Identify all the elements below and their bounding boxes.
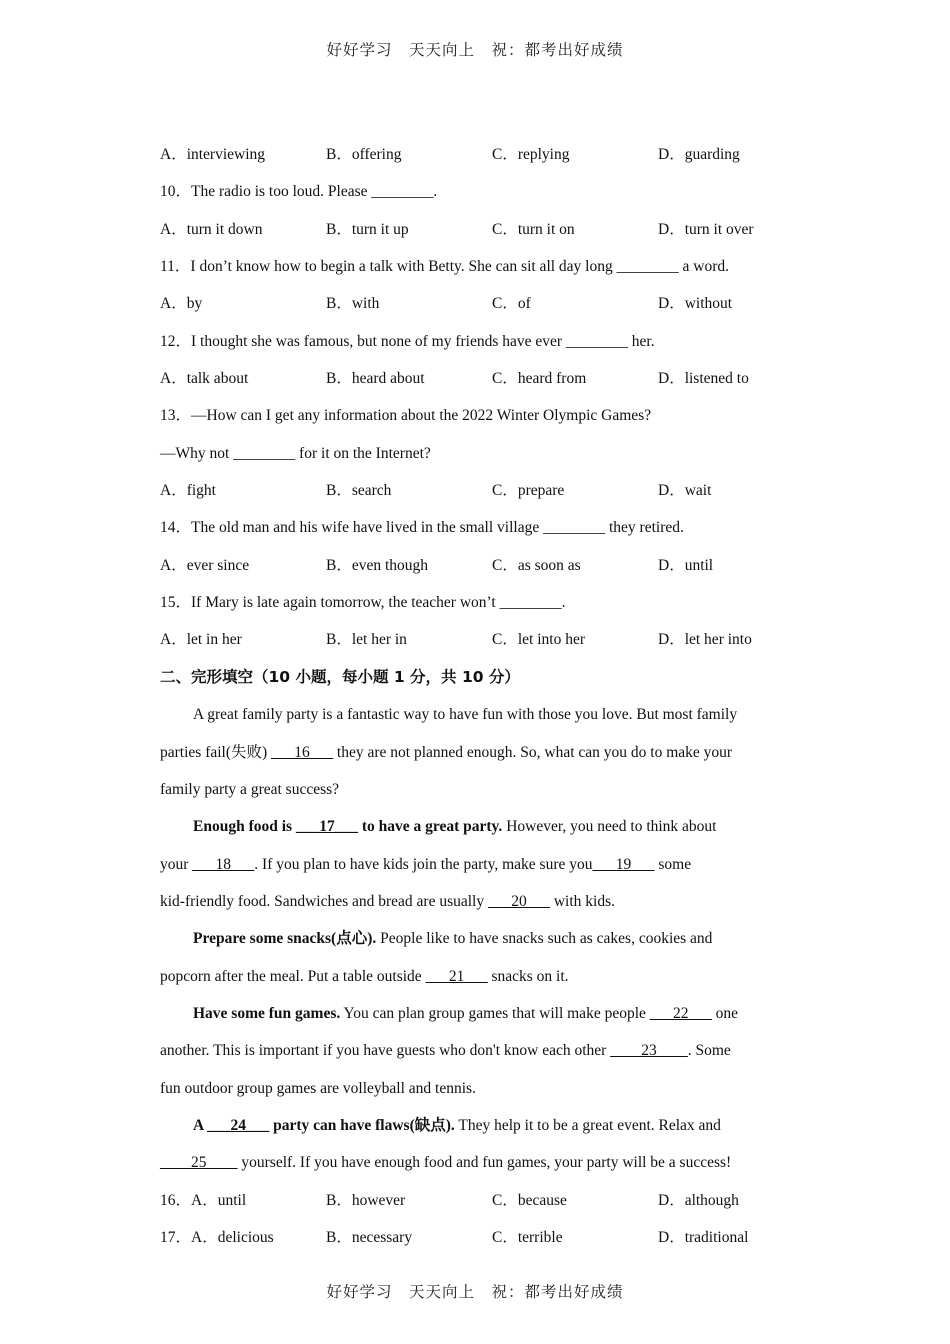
option: A．interviewing: [160, 146, 266, 163]
blank-21: ___21___: [425, 967, 488, 985]
q10-options: [160, 211, 790, 248]
text: A: [193, 1116, 208, 1134]
passage-line: family party a great success?: [160, 780, 340, 798]
question-stem-12: 12．I thought she was famous, but none of my friends have ever ________ her.: [160, 332, 655, 350]
option: B．turn it up: [326, 220, 409, 238]
blank-24: ___24___: [207, 1116, 270, 1134]
text: one: [711, 1004, 739, 1022]
option: B．search: [326, 482, 392, 500]
text: another. This is important if you have guests who don't know each other: [160, 1042, 611, 1060]
option: A．turn it down: [160, 220, 263, 238]
option: C．because: [492, 1191, 567, 1209]
passage-line: A great family party is a fantastic way to have fun with those you love. But most family: [193, 706, 738, 724]
text: However, you need to think about: [502, 818, 717, 836]
option: D．turn it over: [658, 220, 754, 238]
q16-options: [160, 1182, 790, 1219]
option: [160, 1182, 326, 1219]
option: C．let into her: [492, 631, 585, 649]
text: . Some: [687, 1042, 731, 1060]
text: snacks on it.: [487, 967, 569, 985]
option-text: A．delicious: [191, 1228, 274, 1246]
q9-options: [160, 136, 790, 173]
question-stem-15: 15．If Mary is late again tomorrow, the teacher won’t ________.: [160, 594, 566, 612]
text: People like to have snacks such as cakes, cookies and: [376, 930, 713, 948]
blank-18: ___18___: [192, 855, 255, 873]
option: A．ever since: [160, 556, 250, 574]
option: D．let her into: [658, 631, 752, 649]
option: C．as soon as: [492, 556, 581, 574]
text: your: [160, 855, 193, 873]
text: some: [654, 855, 692, 873]
option: C．turn it on: [492, 220, 575, 238]
passage-line: [160, 846, 790, 883]
text: with kids.: [549, 892, 616, 910]
option: D．listened to: [658, 370, 749, 388]
question-stem-11: 11．I don’t know how to begin a talk with Betty. She can sit all day long ________ a word.: [160, 258, 729, 276]
question-number: 16．: [160, 1191, 192, 1209]
text: parties fail(失败): [160, 743, 272, 761]
option: [160, 1219, 326, 1256]
blank-23: ____23____: [610, 1042, 688, 1060]
q12-options: [160, 360, 790, 397]
blank-20: ___20___: [487, 892, 550, 910]
text: Enough food is: [193, 818, 296, 836]
question-stem-13: 13．—How can I get any information about the 2022 Winter Olympic Games?: [160, 407, 652, 425]
question-number: 17．: [160, 1228, 192, 1246]
option: C．terrible: [492, 1228, 563, 1246]
option: D．wait: [658, 482, 712, 500]
option: C．of: [492, 295, 531, 313]
passage-line: [160, 1032, 790, 1069]
text: to have a great party.: [357, 818, 503, 836]
text: You can plan group games that will make people: [340, 1004, 650, 1022]
text: they are not planned enough. So, what can you do to make your: [333, 743, 733, 761]
text: popcorn after the meal. Put a table outside: [160, 967, 426, 985]
option: C．heard from: [492, 370, 587, 388]
passage-line: [160, 995, 790, 1032]
text: Have some fun games.: [193, 1004, 341, 1022]
question-stem-13-reply: —Why not ________ for it on the Internet?: [160, 444, 431, 462]
blank-22: ___22___: [649, 1004, 712, 1022]
blank-19: ___19___: [592, 855, 655, 873]
option: A．talk about: [160, 370, 249, 388]
option: C．replying: [492, 146, 570, 163]
q14-options: [160, 547, 790, 584]
passage-line: [160, 1144, 790, 1181]
passage-line: [160, 958, 790, 995]
option: B．offering: [326, 146, 402, 163]
q11-options: [160, 285, 790, 322]
passage-line: [160, 808, 790, 845]
option: B．even though: [326, 556, 429, 574]
q15-options: [160, 621, 790, 658]
option: A．fight: [160, 482, 216, 500]
option: B．heard about: [326, 370, 425, 388]
blank-25: ____25____: [160, 1154, 238, 1172]
text: Prepare some snacks(点心).: [193, 930, 377, 948]
passage-line: [160, 1107, 790, 1144]
option: C．prepare: [492, 482, 565, 500]
option: B．with: [326, 295, 380, 313]
option: B．let her in: [326, 631, 407, 649]
option: D．guarding: [658, 146, 740, 163]
exam-content: [160, 136, 790, 1256]
section-title: 二、完形填空（10 小题，每小题 1 分，共 10 分）: [160, 667, 520, 686]
text: They help it to be a great event. Relax and: [454, 1116, 721, 1134]
option: B．necessary: [326, 1228, 413, 1246]
option: A．let in her: [160, 631, 242, 649]
passage-line: [160, 734, 790, 771]
page-header: 好好学习 天天向上 祝：都考出好成绩: [326, 41, 624, 59]
option: B．however: [326, 1191, 406, 1209]
option: D．traditional: [658, 1228, 749, 1246]
text: . If you plan to have kids join the party, make sure you: [254, 855, 593, 873]
question-stem-14: 14．The old man and his wife have lived in the small village ________ they retired.: [160, 519, 684, 537]
blank-17: ___17___: [295, 818, 358, 836]
option: D．without: [658, 295, 733, 313]
text: party can have flaws(缺点).: [269, 1116, 455, 1134]
option: A．by: [160, 295, 203, 313]
blank-16: ___16___: [271, 743, 334, 761]
text: kid-friendly food. Sandwiches and bread are usually: [160, 892, 488, 910]
page-footer: 好好学习 天天向上 祝：都考出好成绩: [326, 1283, 624, 1301]
option: D．although: [658, 1191, 739, 1209]
option-text: A．until: [191, 1191, 247, 1209]
q13-options: [160, 472, 790, 509]
passage-line: fun outdoor group games are volleyball and tennis.: [160, 1079, 476, 1097]
passage-line: [160, 883, 790, 920]
option: D．until: [658, 556, 714, 574]
passage-line: [160, 920, 790, 957]
text: yourself. If you have enough food and fun games, your party will be a success!: [237, 1154, 732, 1172]
q17-options: [160, 1219, 790, 1256]
question-stem-10: 10．The radio is too loud. Please ________.: [160, 183, 438, 201]
